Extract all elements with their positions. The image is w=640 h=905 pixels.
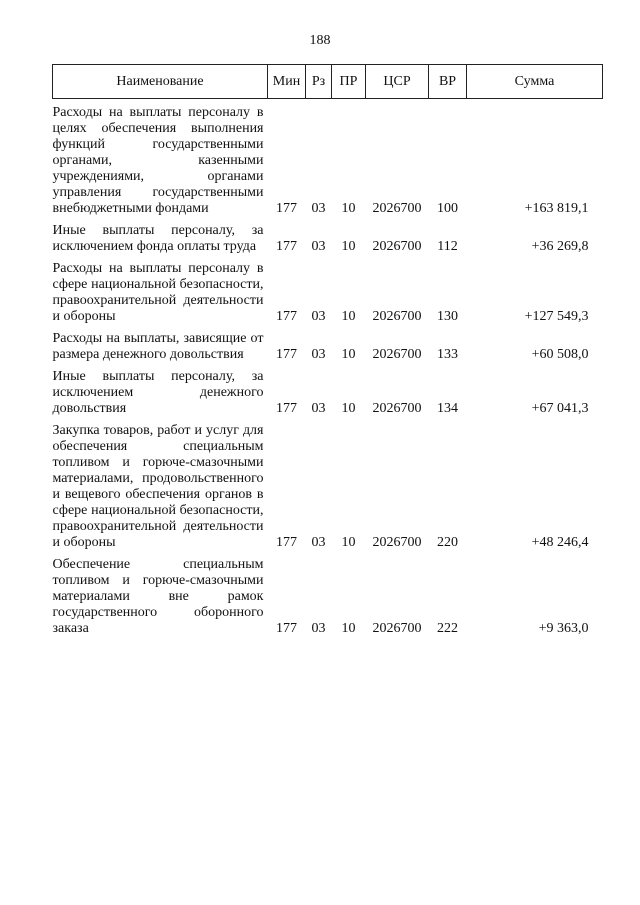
row-csr: 2026700 xyxy=(372,535,422,550)
row-rz: 03 xyxy=(311,401,326,416)
row-min: 177 xyxy=(276,401,297,416)
row-min: 177 xyxy=(276,535,297,550)
row-name: Расходы на выплаты персоналу в сфере национальной безопасности, правоохранительной деятельности и обороны xyxy=(52,261,264,324)
table-row xyxy=(53,369,603,423)
row-csr: 2026700 xyxy=(372,201,422,216)
row-pr: 10 xyxy=(341,347,356,362)
row-vr: 130 xyxy=(437,309,458,324)
table-row xyxy=(53,223,603,261)
header-name: Наименование xyxy=(53,65,268,99)
row-rz: 03 xyxy=(311,309,326,324)
row-csr: 2026700 xyxy=(372,309,422,324)
row-sum: +163 819,1 xyxy=(524,201,589,216)
header-vr: ВР xyxy=(429,65,467,99)
header-min: Мин xyxy=(268,65,306,99)
table-row xyxy=(53,557,603,643)
row-sum: +67 041,3 xyxy=(531,401,589,416)
table-row xyxy=(53,331,603,369)
table-row xyxy=(53,99,603,224)
row-sum: +60 508,0 xyxy=(531,347,589,362)
header-csr: ЦСР xyxy=(366,65,429,99)
row-pr: 10 xyxy=(341,239,356,254)
row-vr: 133 xyxy=(437,347,458,362)
row-vr: 222 xyxy=(437,621,458,636)
row-vr: 112 xyxy=(437,239,458,254)
row-name: Обеспечение специальным топливом и горюче-смазочными материалами вне рамок государственного оборонного заказа xyxy=(52,557,264,636)
header-pr: ПР xyxy=(332,65,366,99)
row-csr: 2026700 xyxy=(372,401,422,416)
row-pr: 10 xyxy=(341,401,356,416)
row-sum: +9 363,0 xyxy=(538,621,589,636)
row-csr: 2026700 xyxy=(372,621,422,636)
row-name: Иные выплаты персоналу, за исключением фонда оплаты труда xyxy=(52,223,264,254)
row-min: 177 xyxy=(276,239,297,254)
row-name: Расходы на выплаты, зависящие от размера денежного довольствия xyxy=(52,331,264,362)
row-rz: 03 xyxy=(311,239,326,254)
header-row xyxy=(53,65,603,99)
row-pr: 10 xyxy=(341,621,356,636)
page-number: 188 xyxy=(309,33,331,48)
row-pr: 10 xyxy=(341,309,356,324)
row-sum: +48 246,4 xyxy=(531,535,589,550)
row-vr: 134 xyxy=(437,401,458,416)
row-min: 177 xyxy=(276,347,297,362)
row-rz: 03 xyxy=(311,201,326,216)
row-name: Иные выплаты персоналу, за исключением денежного довольствия xyxy=(52,369,264,416)
row-vr: 220 xyxy=(437,535,458,550)
row-pr: 10 xyxy=(341,201,356,216)
header-rz: Рз xyxy=(306,65,332,99)
row-pr: 10 xyxy=(341,535,356,550)
row-name: Закупка товаров, работ и услуг для обеспечения специальным топливом и горюче-смазочными материалами, продовольственного и вещевого обеспечения органов в сфере национальной безопасности, правоохранительной деятельности и обороны xyxy=(52,423,264,550)
row-min: 177 xyxy=(276,201,297,216)
header-sum: Сумма xyxy=(467,65,603,99)
row-min: 177 xyxy=(276,621,297,636)
budget-table xyxy=(52,64,603,643)
table-row xyxy=(53,261,603,331)
row-rz: 03 xyxy=(311,347,326,362)
row-min: 177 xyxy=(276,309,297,324)
table-row xyxy=(53,423,603,557)
row-sum: +127 549,3 xyxy=(524,309,589,324)
row-csr: 2026700 xyxy=(372,347,422,362)
row-rz: 03 xyxy=(311,535,326,550)
row-rz: 03 xyxy=(311,621,326,636)
row-sum: +36 269,8 xyxy=(531,239,589,254)
row-vr: 100 xyxy=(437,201,458,216)
row-csr: 2026700 xyxy=(372,239,422,254)
row-name: Расходы на выплаты персоналу в целях обеспечения выполнения функций государственными органами, казенными учреждениями, органами управления государственными внебюджетными фондами xyxy=(52,105,264,216)
